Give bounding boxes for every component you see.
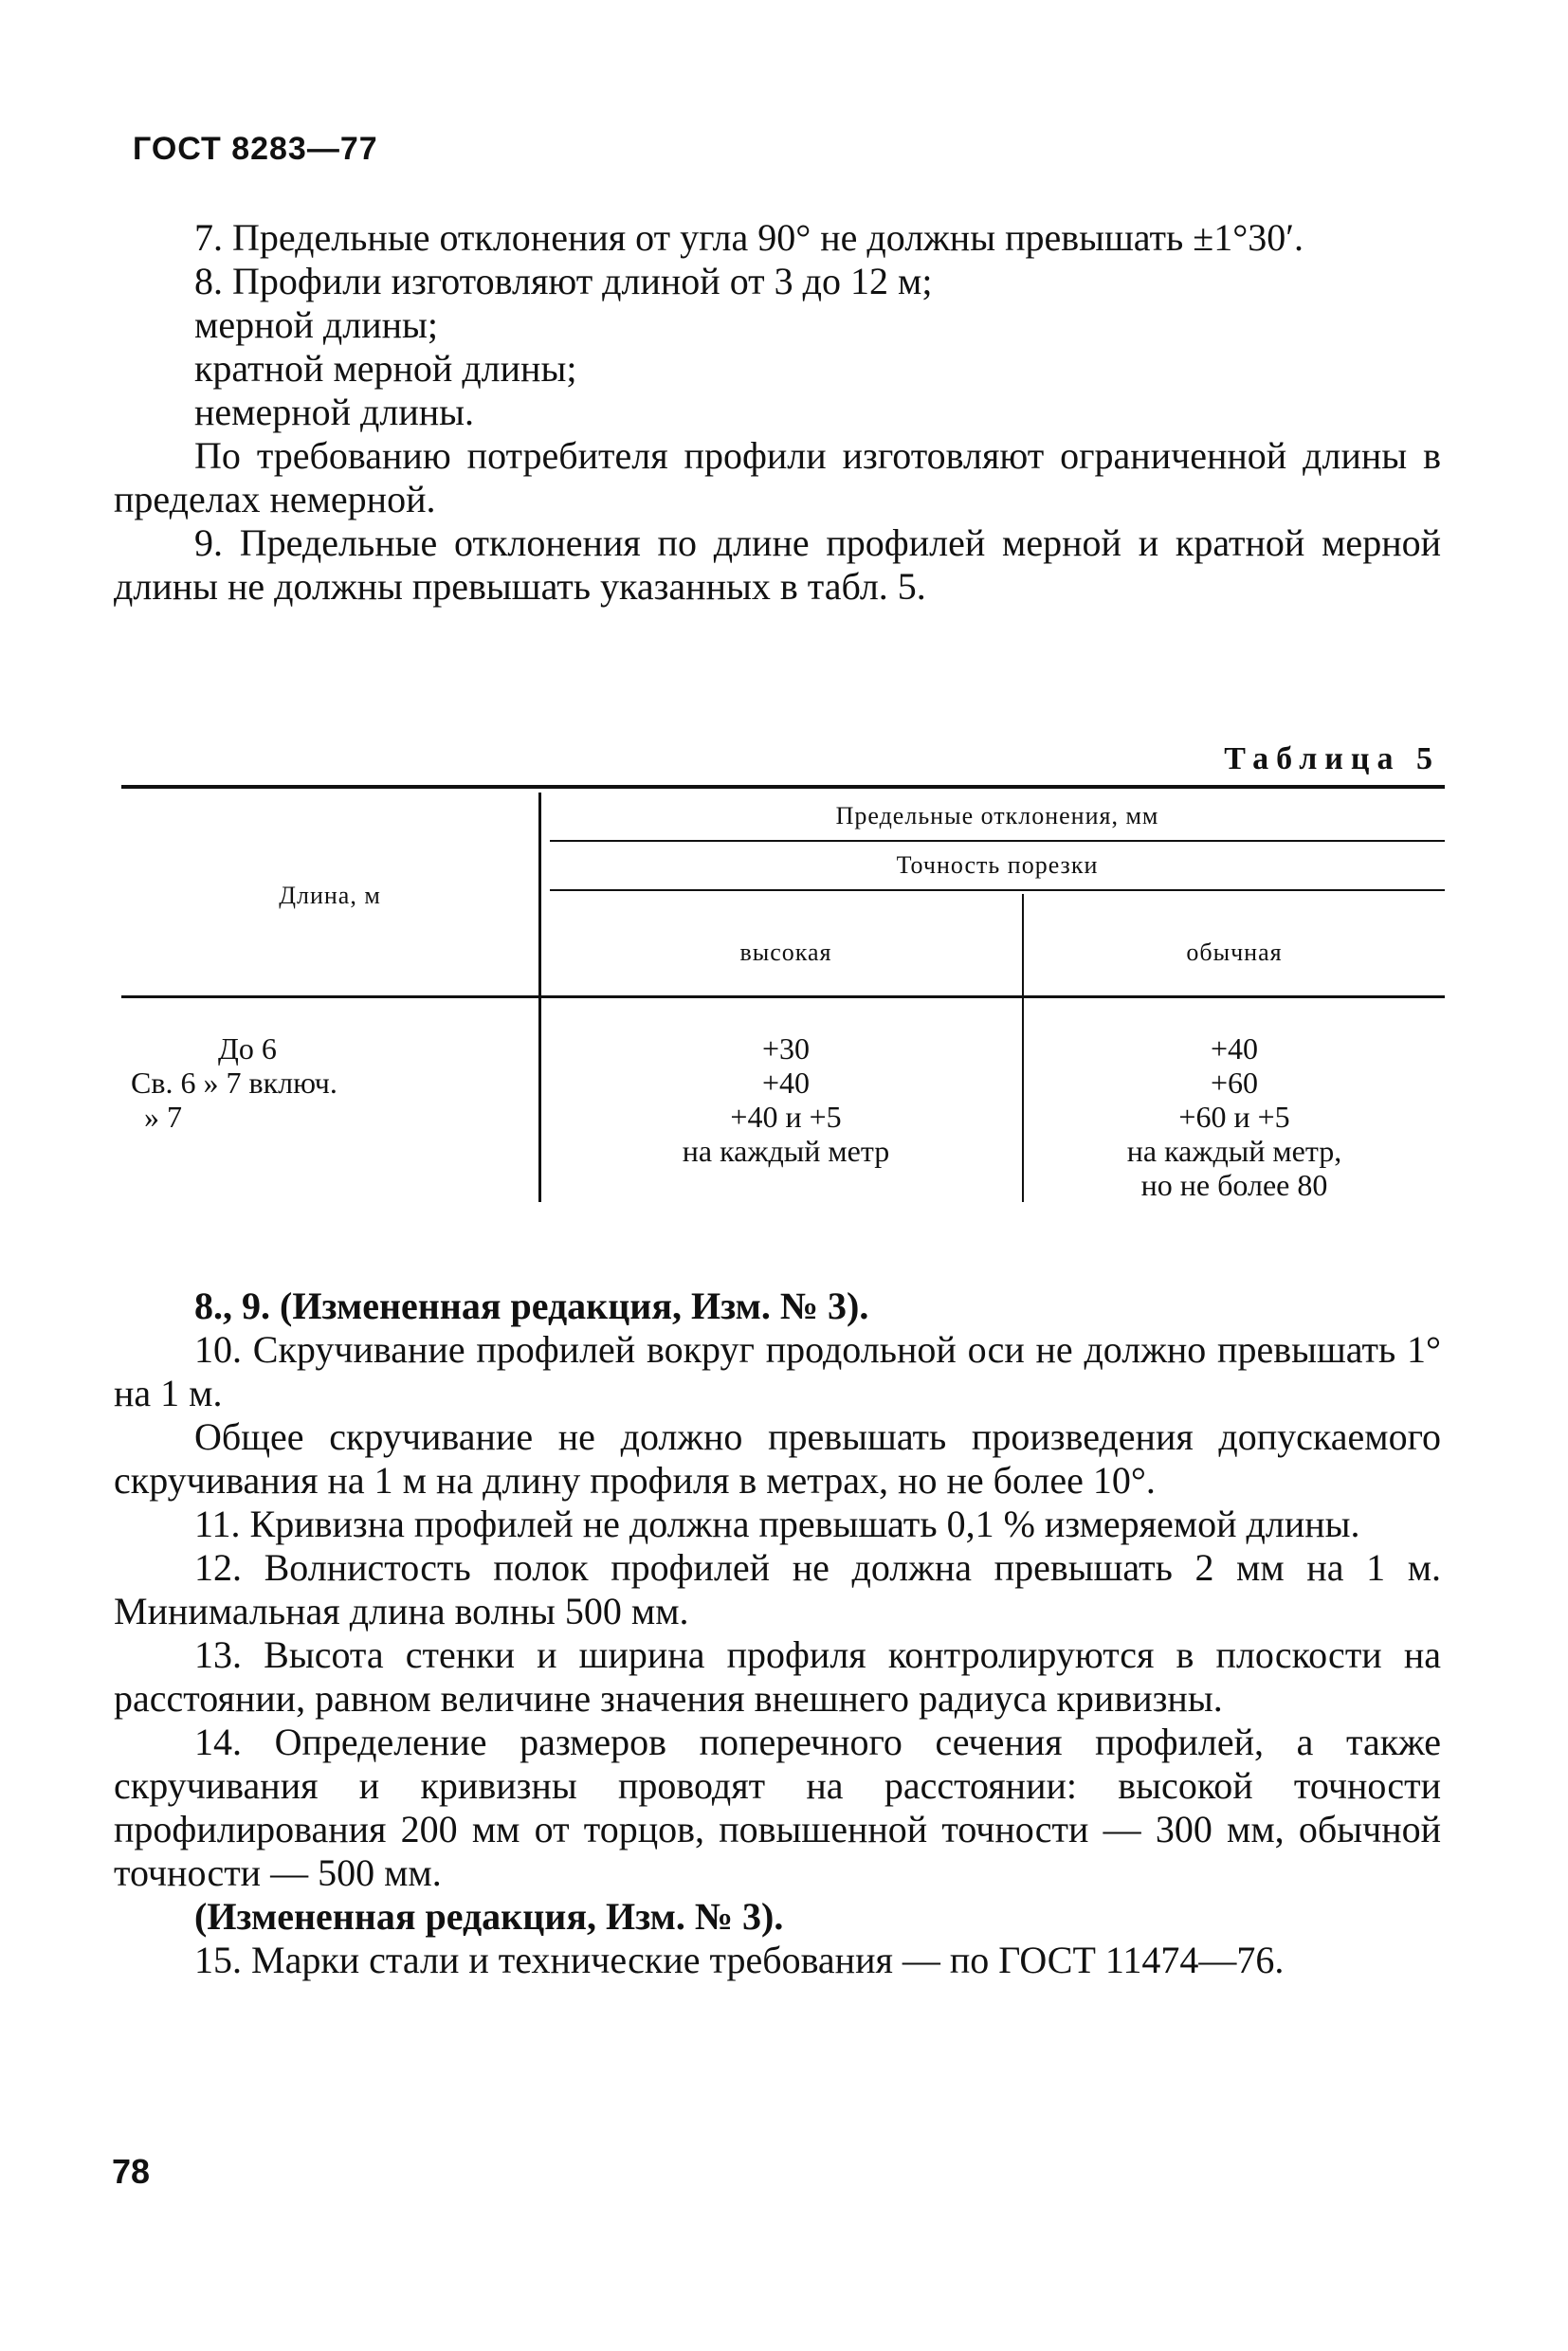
table-top-rule — [121, 785, 1445, 789]
top-text-section — [114, 216, 1441, 609]
page-number: 78 — [112, 2152, 151, 2191]
paragraph-9: 9. Предельные отклонения по длине профилей мерной и кратной мерной длины не должны превышать указанных в табл. 5. — [114, 521, 1441, 608]
row-1-normal: +40 — [1210, 1031, 1259, 1066]
column-header-high: высокая — [739, 939, 832, 966]
paragraph-14: 14. Определение размеров поперечного сечения профилей, а также скручивания и кривизны проводят на расстоянии: высокой точности профилирования 200 мм от торцов, повышенной точности — 300 мм, обычной точности — 500 мм. — [114, 1721, 1441, 1894]
row-3-length: » 7 — [144, 1100, 182, 1134]
table-rule-deviations — [550, 840, 1445, 842]
paragraph-8-item-3: немерной длины. — [194, 391, 475, 433]
row-2-normal: +60 — [1210, 1066, 1259, 1100]
paragraph-8-9-change-note: 8., 9. (Измененная редакция, Изм. № 3). — [194, 1285, 869, 1327]
paragraph-10-note: Общее скручивание не должно превышать произведения допускаемого скручивания на 1 м на длину профиля в метрах, но не более 10°. — [114, 1415, 1441, 1502]
bottom-text-section — [114, 1285, 1441, 1982]
paragraph-8-item-2: кратной мерной длины; — [194, 347, 577, 390]
row-3-high: +40 и +5 — [730, 1100, 842, 1134]
table-divider-length — [538, 793, 541, 1020]
column-header-deviations: Предельные отклонения, мм — [835, 802, 1159, 829]
document-header: ГОСТ 8283—77 — [133, 131, 378, 167]
normal-note-1: на каждый метр, — [1126, 1134, 1342, 1168]
paragraph-7: 7. Предельные отклонения от угла 90° не должны превышать ±1°30′. — [194, 216, 1304, 259]
paragraph-12: 12. Волнистость полок профилей не должна превышать 2 мм на 1 м. Минимальная длина волны 500 мм. — [114, 1546, 1441, 1632]
table-caption: Таблица 5 — [1224, 741, 1440, 776]
normal-note-2: но не более 80 — [1140, 1168, 1328, 1202]
paragraph-13: 13. Высота стенки и ширина профиля контролируются в плоскости на расстоянии, равном величине значения внешнего радиуса кривизны. — [114, 1633, 1441, 1720]
column-header-cut-accuracy: Точность порезки — [896, 851, 1099, 879]
row-1-high: +30 — [761, 1031, 811, 1066]
high-note: на каждый метр — [682, 1134, 890, 1168]
column-header-normal: обычная — [1186, 939, 1283, 966]
paragraph-14-change-note: (Измененная редакция, Изм. № 3). — [194, 1895, 784, 1938]
row-1-length: До 6 — [218, 1031, 277, 1066]
paragraph-8-note: По требованию потребителя профили изготовляют ограниченной длины в пределах немерной. — [114, 434, 1441, 520]
paragraph-15: 15. Марки стали и технические требования — по ГОСТ 11474—76. — [194, 1939, 1285, 1981]
table-body-divider-1 — [538, 1011, 541, 1202]
row-2-length: Св. 6 » 7 включ. — [131, 1066, 337, 1100]
paragraph-11: 11. Кривизна профилей не должна превышать 0,1 % измеряемой длины. — [194, 1503, 1360, 1545]
paragraph-10: 10. Скручивание профилей вокруг продольной оси не должно превышать 1° на 1 м. — [114, 1328, 1441, 1414]
paragraph-8-item-1: мерной длины; — [194, 303, 438, 346]
table-rule-cut-accuracy — [550, 889, 1445, 891]
table-header-rule — [121, 995, 1445, 998]
row-3-normal: +60 и +5 — [1178, 1100, 1290, 1134]
column-header-length: Длина, м — [279, 882, 381, 909]
tolerance-table — [121, 775, 1445, 1212]
paragraph-8-intro: 8. Профили изготовляют длиной от 3 до 12 м; — [194, 260, 933, 302]
row-2-high: +40 — [761, 1066, 811, 1100]
